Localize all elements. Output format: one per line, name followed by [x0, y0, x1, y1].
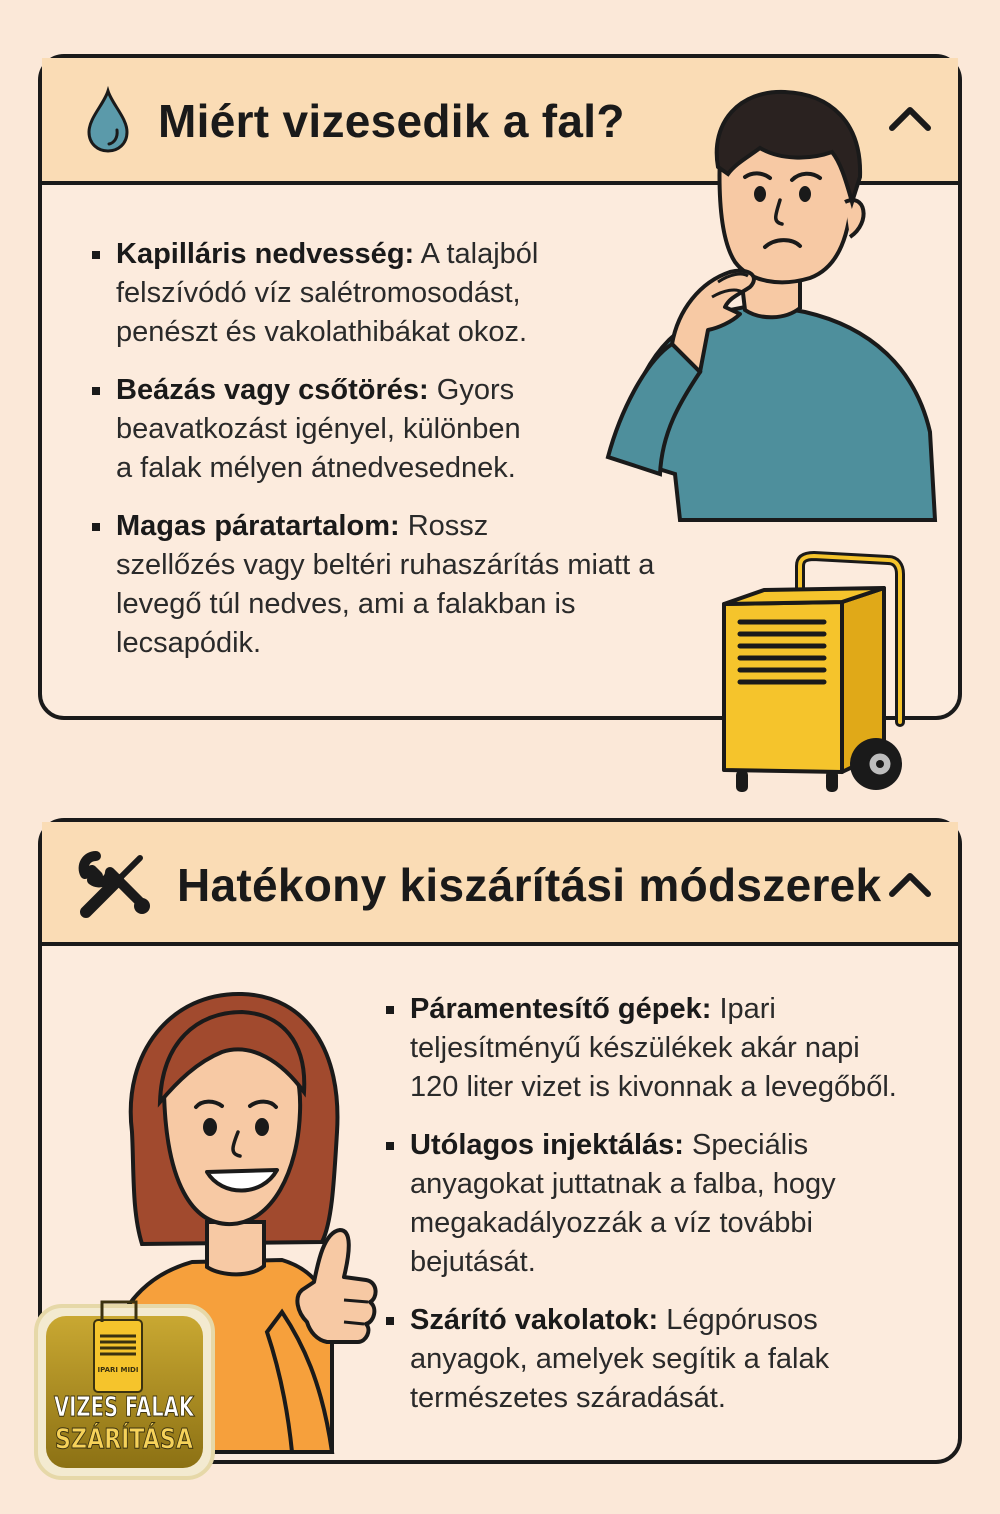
water-drop-icon: [84, 88, 132, 154]
dehumidifier-illustration: [718, 552, 908, 802]
section-title: Hatékony kiszárítási módszerek: [177, 859, 882, 911]
tools-icon: [78, 850, 154, 922]
card-header[interactable]: [42, 822, 958, 946]
worried-man-illustration: [600, 82, 945, 522]
chevron-up-icon[interactable]: [888, 868, 932, 898]
svg-text:SZÁRÍTÁSA: SZÁRÍTÁSA: [55, 1422, 230, 1455]
list-item: Utólagos injektálás: Speciális anyagokat juttatnak a falba, hogy megakadályozzák a víz további bejutását.: [386, 1126, 946, 1282]
list-item: Kapilláris nedvesség: A talajból felszívódó víz salétromosodást, penészt és vakolathibákat okoz.: [92, 235, 712, 352]
list-item: Páramentesítő gépek: Ipari teljesítményű készülékek akár napi 120 liter vizet is kivonnak a levegőből.: [386, 990, 946, 1107]
brand-badge-logo: [32, 1302, 230, 1482]
list-item: Beázás vagy csőtörés: Gyors beavatkozást igényel, különben a falak mélyen átnedvesednek.: [92, 371, 712, 488]
section-title: Miért vizesedik a fal?: [158, 95, 625, 147]
svg-text:IPARI MIDI: IPARI MIDI: [97, 1366, 139, 1374]
svg-text:VIZES FALAK: VIZES FALAK: [54, 1390, 195, 1423]
list-item: Szárító vakolatok: Légpórusos anyagok, amelyek segítik a falak természetes száradását.: [386, 1301, 946, 1418]
methods-list: [386, 990, 946, 1437]
list-item: Magas páratartalom: Rossz szellőzés vagy beltéri ruhaszárítás miatt a levegő túl nedves, ami a falakban is lecsapódik.: [92, 507, 712, 663]
